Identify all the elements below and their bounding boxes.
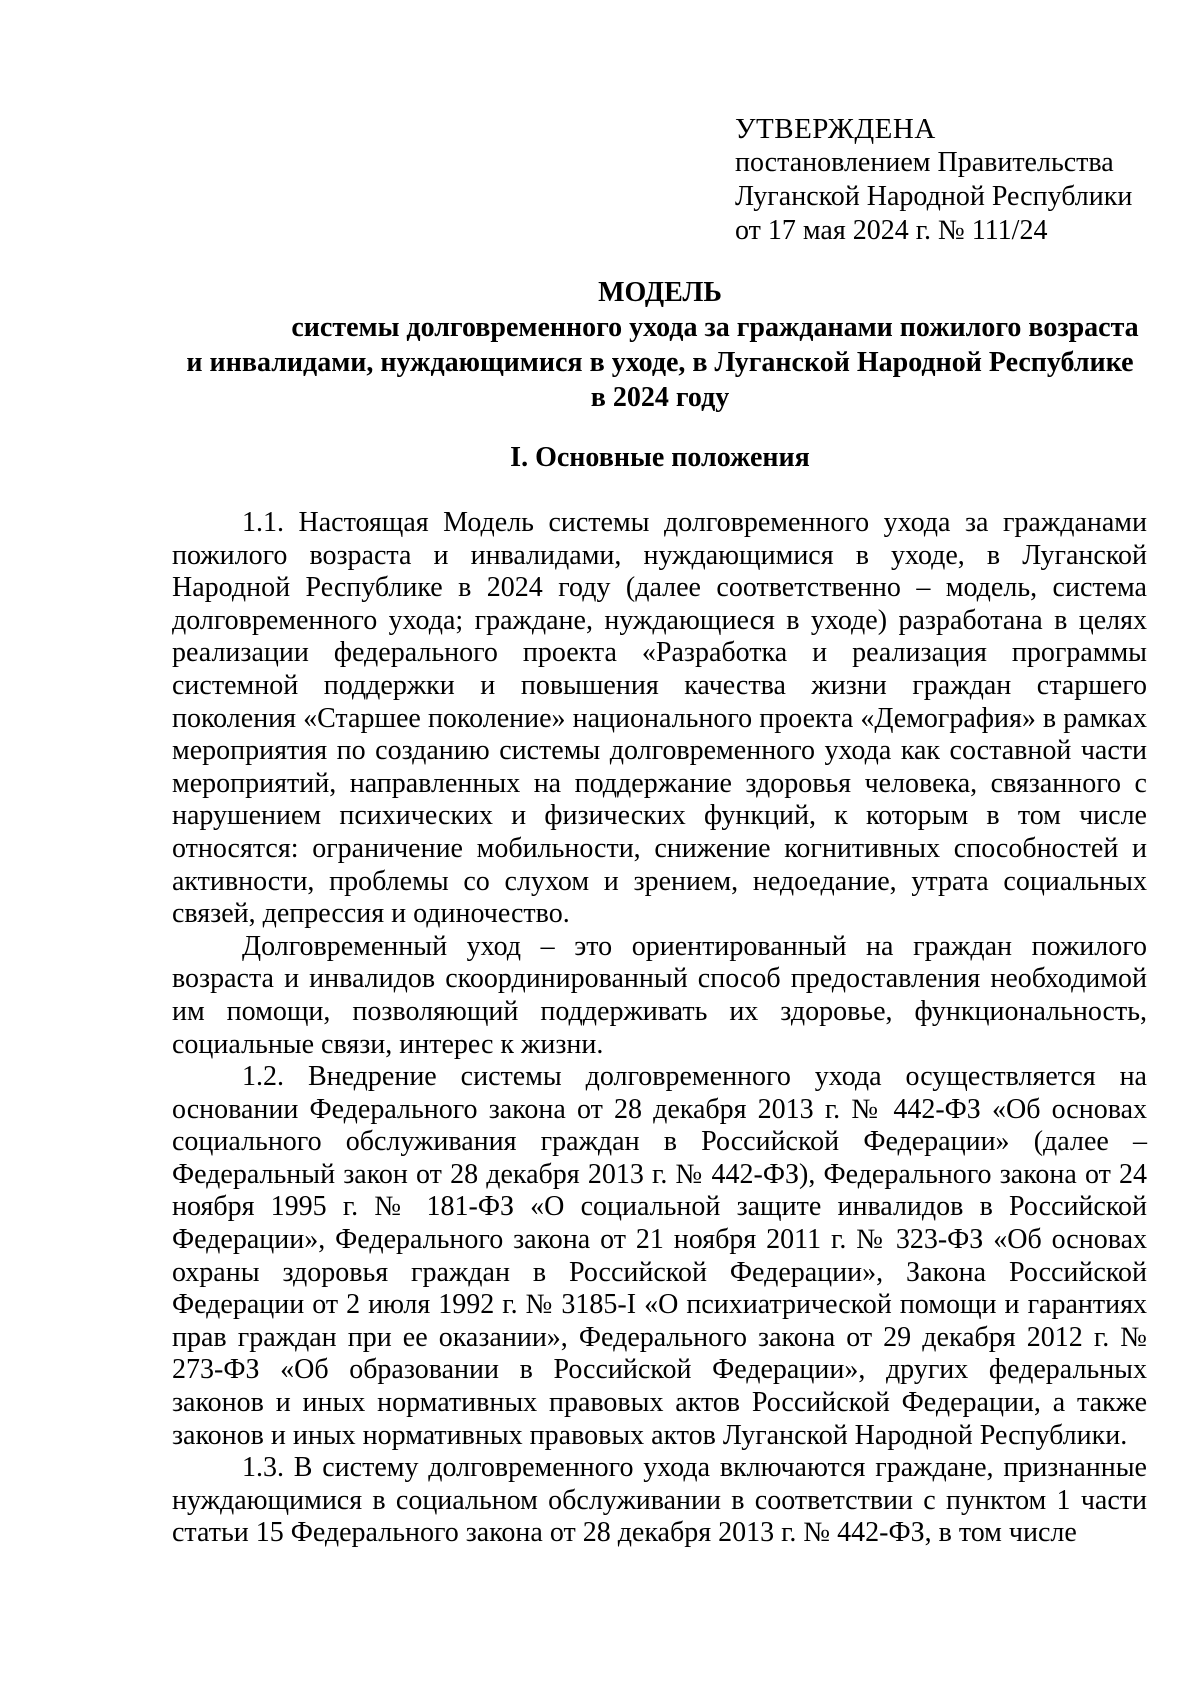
document-subtitle-line: в 2024 году: [590, 382, 730, 413]
approval-line: Луганской Народной Республики: [735, 181, 1133, 212]
paragraph: 1.3. В систему долговременного ухода включаются граждане, признанные нуждающимися в социальном обслуживании в соответствии с пунктом 1 части статьи 15 Федерального закона от 28 декабря 2013 г. № 442-ФЗ, в том числе: [172, 1452, 1147, 1549]
document-subtitle-line: и инвалидами, нуждающимися в уходе, в Луганской Народной Республике: [186, 347, 1134, 378]
approval-title: УТВЕРЖДЕНА: [735, 113, 936, 145]
approval-date-number: от 17 мая 2024 г. № 111/24: [735, 215, 1048, 246]
document-title: МОДЕЛЬ: [598, 277, 722, 308]
approval-stamp: [735, 112, 1132, 248]
document-subtitle-line: системы долговременного ухода за гражданами пожилого возраста: [291, 312, 1139, 343]
paragraph: Долговременный уход – это ориентированный на граждан пожилого возраста и инвалидов скоординированный способ предоставления необходимой им помощи, позволяющий поддерживать их здоровье, функциональность, социальные связи, интерес к жизни.: [172, 930, 1147, 1060]
paragraph: 1.2. Внедрение системы долговременного ухода осуществляется на основании Федерального закона от 28 декабря 2013 г. № 442-ФЗ «Об основах социального обслуживания граждан в Российской Федерации» (далее – Федеральный закон от 28 декабря 2013 г. № 442-ФЗ), Федерального закона от 24 ноября 1995 г. № 181-ФЗ «О социальной защите инвалидов в Российской Федерации», Федерального закона от 21 ноября 2011 г. № 323-ФЗ «Об основах охраны здоровья граждан в Российской Федерации», Закона Российской Федерации от 2 июля 1992 г. № 3185-I «О психиатрической помощи и гарантиях прав граждан при ее оказании», Федерального закона от 29 декабря 2012 г. № 273-ФЗ «Об образовании в Российской Федерации», других федеральных законов и иных нормативных правовых актов Российской Федерации, а также законов и иных нормативных правовых актов Луганской Народной Республики.: [172, 1061, 1147, 1451]
approval-line: постановлением Правительства: [735, 147, 1114, 178]
section-heading: I. Основные положения: [510, 442, 810, 473]
document-heading: [160, 275, 1160, 415]
document-body: [172, 507, 1147, 1550]
paragraph: 1.1. Настоящая Модель системы долговременного ухода за гражданами пожилого возраста и инвалидами, нуждающимися в уходе, в Луганской Народной Республике в 2024 году (далее соответственно – модель, система долговременного ухода; граждане, нуждающиеся в уходе) разработана в целях реализации федерального проекта «Разработка и реализация программы системной поддержки и повышения качества жизни граждан старшего поколения «Старшее поколение» национального проекта «Демография» в рамках мероприятия по созданию системы долговременного ухода как составной части мероприятий, направленных на поддержание здоровья человека, связанного с нарушением психических и физических функций, к которым в том числе относятся: ограничение мобильности, снижение когнитивных способностей и активности, проблемы со слухом и зрением, недоедание, утрата социальных связей, депрессия и одиночество.: [172, 507, 1147, 930]
